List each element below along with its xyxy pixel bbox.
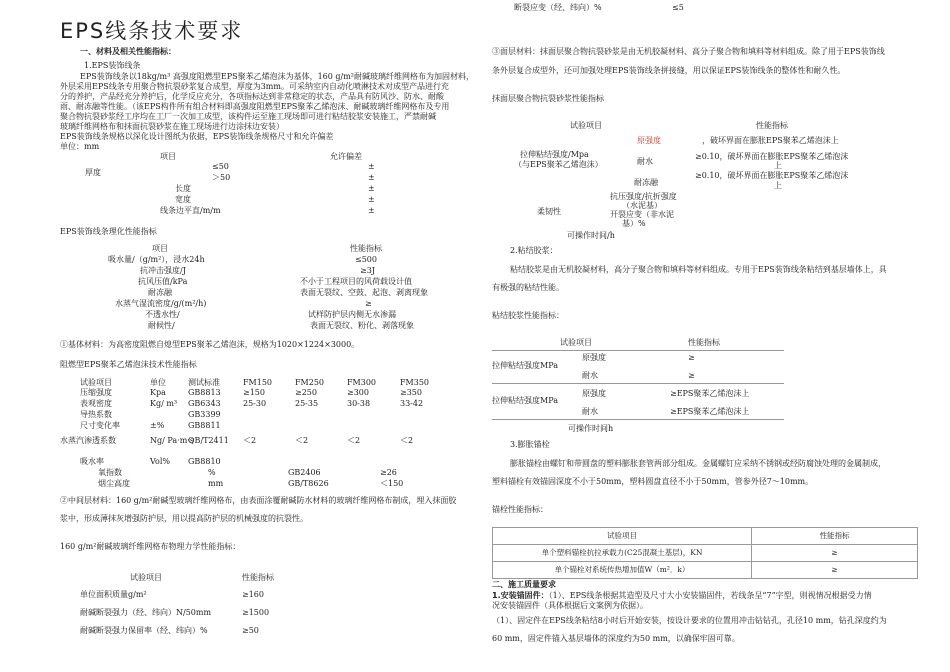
t3-cell: GB8811	[188, 421, 221, 430]
t1-cell: ≤50	[212, 162, 229, 171]
t5-cell: ≥0.10，破坏界面在膨胀EPS聚苯乙烯泡沫	[695, 171, 849, 180]
intro-line: 单位：mm	[60, 142, 100, 151]
table-row	[493, 528, 918, 545]
t2-cell: 耐冻融	[148, 288, 172, 297]
surface-note-line: 条外层复合成型外，还可加强处理EPS装饰线条拼接缝，用以保证EPS装饰线条的整体性和耐久性。	[492, 66, 846, 75]
t5-cell: 可操作时间/h	[567, 231, 615, 240]
t6-cell: ≥EPS聚苯乙烯泡沫上	[670, 389, 750, 398]
t3-cell: GB/T8626	[288, 479, 329, 488]
install-anchor-line	[492, 591, 872, 601]
t3-cell: ≥26	[380, 468, 397, 477]
intro-line: 分的养护，产品经充分养护后，化学反应充分，各项指标达到非常稳定的状态，产品具有防风沙、防水、耐酸	[60, 92, 444, 101]
mesh-note-line: ②中间层材料：160 g/m²耐碱型玻璃纤维网格布，由表面涂覆耐碱防水材料的玻璃纤维网格布制成，埋入抹面胶	[60, 496, 457, 505]
t1-cell: ＞50	[212, 173, 231, 182]
t5-cell: （与EPS聚苯乙烯泡沫）	[514, 160, 603, 169]
t2-cell: 表面无裂纹、空鼓、起泡、剥离现象	[300, 288, 428, 297]
intro-line: 雨、耐冻融等性能。（该EPS构件所有组合材料即高强度阻燃型EPS聚苯乙烯泡沫、耐碱玻璃纤维网格布及专用	[60, 102, 450, 111]
t3-cell: Kpa	[150, 388, 166, 397]
t2-cell: 不透水性/	[145, 310, 180, 319]
anchor-table	[492, 527, 918, 579]
t3-cell: ≥300	[347, 388, 369, 397]
t5-cell: （水泥基）	[622, 201, 662, 210]
t3-cell: 25-35	[295, 399, 319, 408]
t5-cell: 柔韧性	[537, 207, 561, 216]
t6-cell: 耐水	[582, 407, 598, 416]
t6-cell: 拉伸粘结强度MPa	[492, 396, 558, 405]
install-anchor-label: 1.安装锚固件：	[492, 591, 549, 600]
t2-header: 性能指标	[350, 244, 382, 253]
t3-cell: GB8810	[188, 457, 221, 466]
t2-title: EPS装饰线条理化性能指标	[60, 227, 157, 236]
t5-cell: ，破坏界面在膨胀EPS聚苯乙烯泡沫上	[702, 136, 839, 145]
page-title: EPS线条技术要求	[60, 19, 244, 43]
section-heading-2: 二、施工质量要求	[492, 580, 556, 589]
t4-cell: ≥160	[242, 590, 264, 599]
t6-cell: 原强度	[582, 389, 606, 398]
install-note-line: （1）、固定件在EPS线条粘结8小时后开始安装，按设计要求的位置用冲击钻钻孔，孔径10 mm，钻孔深度约为	[492, 616, 887, 625]
t3-title: 阻燃型EPS聚苯乙烯泡沫技术性能指标	[60, 360, 197, 369]
t3-cell: %	[208, 468, 216, 477]
t4-cell: ≥1500	[242, 608, 270, 617]
t3-cell: GB2406	[288, 468, 321, 477]
t2-cell: ≥	[365, 299, 372, 308]
t3-cell: ＜2	[243, 436, 257, 445]
t7-cell: 单个塑料锚栓抗拉承载力(C25混凝土基层)，KN	[493, 545, 752, 562]
surface-note-line: ③面层材料：抹面层聚合物抗裂砂浆是由无机胶凝材料、高分子聚合物和填料等材料组成。除了用于EPS装饰线	[492, 47, 885, 56]
t3-cell: ＜2	[295, 436, 309, 445]
t2-header: 项目	[152, 244, 168, 253]
t5-header: 性能指标	[756, 121, 788, 130]
anchor-note-line: 塑料锚栓有效锚固深度不小于50mm，塑料圆盘直径不小于50mm，管参外径7～10mm。	[492, 477, 814, 486]
t3-header: 测试标准	[188, 378, 220, 387]
t3-cell: GB6343	[188, 399, 221, 408]
t3-header: FM300	[347, 378, 377, 387]
t4-cell: 耐碱断裂强力（经、纬向）N/50mm	[80, 608, 212, 617]
t3-cell: 水蒸汽渗透系数	[60, 436, 116, 445]
subheading-adhesive: 2.粘结胶浆：	[510, 246, 558, 255]
t1-cell: ±	[368, 184, 375, 193]
t3-cell: ≥250	[295, 388, 317, 397]
table-row	[493, 562, 918, 579]
t3-cell: ≥350	[400, 388, 422, 397]
table-row	[493, 545, 918, 562]
t1-cell: 厚度	[85, 168, 101, 177]
t2-cell: ≥3J	[360, 266, 375, 275]
t7-header: 性能指标	[752, 528, 918, 545]
t5-cell: 上	[774, 181, 782, 190]
t2-cell: ≤500	[355, 255, 377, 264]
t3-cell: 烟尘高度	[98, 479, 130, 488]
t7-cell: ≥	[752, 545, 918, 562]
t5-cell: ≥0.10，破坏界面在膨胀EPS聚苯乙烯泡沫	[695, 152, 849, 161]
t4-cell: ≥50	[242, 626, 259, 635]
t4-header: 性能指标	[242, 573, 274, 582]
t6-cell: 耐水	[582, 371, 598, 380]
t3-cell: 30-38	[347, 399, 371, 408]
t3-cell: 表观密度	[80, 399, 112, 408]
intro-line: EPS装饰线条以18kg/m³ 高强度阻燃型EPS聚苯乙烯泡沫为基体，160 g/m²耐碱玻璃纤维网格布为加固材料，	[80, 72, 475, 81]
t2-cell: 表面无裂纹、粉化、剥落现象	[310, 321, 414, 330]
t3-cell: 25-30	[243, 399, 267, 408]
t3-cell: Vol%	[150, 457, 171, 466]
t1-header: 项目	[160, 152, 176, 161]
mesh-note-line: 浆中，形成薄抹灰增强防护层，用以提高防护层的机械强度的抗裂性。	[60, 514, 308, 523]
t3-cell: 尺寸变化率	[80, 421, 120, 430]
t7-cell: 单个锚栓对系统传热增加值W（m²．k）	[493, 562, 752, 579]
t5-cell: 抗压强度/抗折强度	[610, 192, 677, 201]
t5-cell: 耐冻融	[634, 178, 658, 187]
t3-header: 单位	[150, 378, 166, 387]
t7-header: 试验项目	[493, 528, 752, 545]
t5-title: 抹面层聚合物抗裂砂浆性能指标	[492, 94, 604, 103]
t6-header: 性能指标	[688, 338, 720, 347]
t2-cell: 耐候性/	[148, 321, 175, 330]
t6-title: 粘结胶浆性能指标：	[492, 311, 564, 320]
t6-cell: 原强度	[582, 353, 606, 362]
t3-cell: QB/T2411	[188, 436, 229, 445]
t4-cell: ≤5	[672, 3, 684, 12]
t3-cell: 导热系数	[80, 410, 112, 419]
install-anchor-text: （1）、EPS线条根据其造型及尺寸大小安装锚固件，若线条呈“7”字型，则视情况根据受力情	[548, 591, 872, 600]
t3-header: 试验项目	[80, 378, 112, 387]
t2-cell: 试样防护层内侧无水渗漏	[308, 310, 396, 319]
t1-cell: 长度	[175, 184, 191, 193]
t6-header: 试验项目	[560, 338, 592, 347]
t5-cell: 耐水	[637, 157, 653, 166]
subheading-anchor: 3.膨胀锚栓	[510, 440, 550, 449]
t3-cell: GB8813	[188, 388, 221, 397]
t7-cell: ≥	[752, 562, 918, 579]
t1-cell: ±	[368, 206, 375, 215]
t6-cell: ≥EPS聚苯乙烯泡沫上	[670, 407, 750, 416]
t1-cell: ±	[368, 173, 375, 182]
t6-cell: ≥	[688, 371, 695, 380]
t4-title: 160 g/m²耐碱玻璃纤维网格布物理力学性能指标：	[60, 542, 241, 551]
t3-cell: 吸水率	[80, 457, 104, 466]
t2-cell: 抗冲击强度/J	[140, 266, 186, 275]
t4-cell: 单位面积质量g/m²	[80, 590, 147, 599]
t5-header: 试验项目	[570, 121, 602, 130]
t3-cell: Kg/ m³	[150, 399, 178, 408]
t1-cell: ±	[368, 162, 375, 171]
section-heading-1: 一、材料及相关性能指标：	[80, 47, 176, 56]
t5-cell: 原强度	[637, 136, 661, 145]
t3-cell: 33-42	[400, 399, 424, 408]
t4-cell: 断裂应变（经、纬向）%	[514, 3, 602, 12]
intro-line: 外层采用EPS线条专用聚合物抗裂砂浆复合成型，厚度为3mm。可采纳室内自动化喷淋技术对成型产品进行充	[60, 82, 449, 91]
t3-cell: 氧指数	[98, 468, 122, 477]
t5-cell: 拉伸粘结强度/Mpa	[520, 150, 589, 159]
t7-title: 锚栓性能指标：	[492, 505, 548, 514]
intro-line: 玻璃纤维网格布和抹面抗裂砂浆在施工现场进行边涂抹边安装）	[60, 122, 284, 131]
t5-cell: 基）%	[622, 219, 646, 228]
intro-line: 聚合物抗裂砂浆经工序均在工厂一次加工成型，该构件运至施工现场即可进行粘结胶浆安装施工，严禁耐碱	[60, 112, 436, 121]
t3-header: FM350	[400, 378, 430, 387]
t5-cell: 开裂应变（非水泥	[610, 210, 674, 219]
t2-cell: 吸水量/（g/m²），浸水24h	[108, 255, 205, 264]
t3-cell: mm	[208, 479, 224, 488]
t2-cell: 水蒸气湿流密度/g/(m²/h)	[115, 299, 207, 308]
t4-header: 试验项目	[130, 573, 162, 582]
t6-cell: 拉伸粘结强度MPa	[492, 361, 558, 370]
t1-header: 允许偏差	[330, 152, 362, 161]
t3-cell: 压缩强度	[80, 388, 112, 397]
adhesive-note-line: 粘结胶浆是由无机胶凝材料，高分子聚合物和填料等材料组成。专用于EPS装饰线条粘结到基层墙体上，具	[510, 265, 887, 274]
t2-cell: 不小于工程项目的风荷载设计值	[300, 277, 412, 286]
subheading-eps: 1.EPS装饰线条	[84, 61, 141, 70]
t1-cell: 线条边平直/m/m	[160, 206, 221, 215]
t3-cell: ±%	[150, 421, 165, 430]
t4-cell: 耐碱断裂强力保留率（经、纬向）%	[80, 626, 208, 635]
anchor-note-line: 膨胀锚栓由螺钉和带圆盘的塑料膨胀套管两部分组成。金属螺钉应采纳不锈钢或经防腐蚀处理的金属制成，	[510, 459, 886, 468]
t1-cell: ±	[368, 195, 375, 204]
t3-cell: Ng/ Pa·m·s	[150, 436, 194, 445]
t1-cell: 宽度	[175, 195, 191, 204]
t3-header: FM250	[295, 378, 325, 387]
t5-cell: 上	[774, 161, 782, 170]
base-material-note: ①基体材料：为高密度阻燃自熄型EPS聚苯乙烯泡沫，规格为1020×1224×3000。	[60, 340, 360, 349]
t3-cell: ≥150	[243, 388, 265, 397]
t3-cell: ＜2	[347, 436, 361, 445]
t2-cell: 抗风压值/kPa	[138, 277, 188, 286]
install-anchor-line: 况安装锚固件（具体根据后文案例为依据）。	[492, 601, 648, 610]
t6-cell: ≥	[688, 353, 695, 362]
adhesive-note-line: 有极强的粘结性能。	[492, 283, 564, 292]
intro-line: EPS装饰线条规格以深化设计图纸为依据，EPS装饰线条规格尺寸和允许偏差	[60, 132, 334, 141]
t3-cell: GB3399	[188, 410, 221, 419]
install-note-line: 60 mm，固定件锚入基层墙体的深度约为50 mm，以确保牢固可靠。	[492, 634, 740, 643]
t3-header: FM150	[243, 378, 273, 387]
t3-cell: ＜150	[380, 479, 404, 488]
t3-cell: ＜2	[400, 436, 414, 445]
t6-cell: 可操作时间h	[568, 424, 614, 433]
